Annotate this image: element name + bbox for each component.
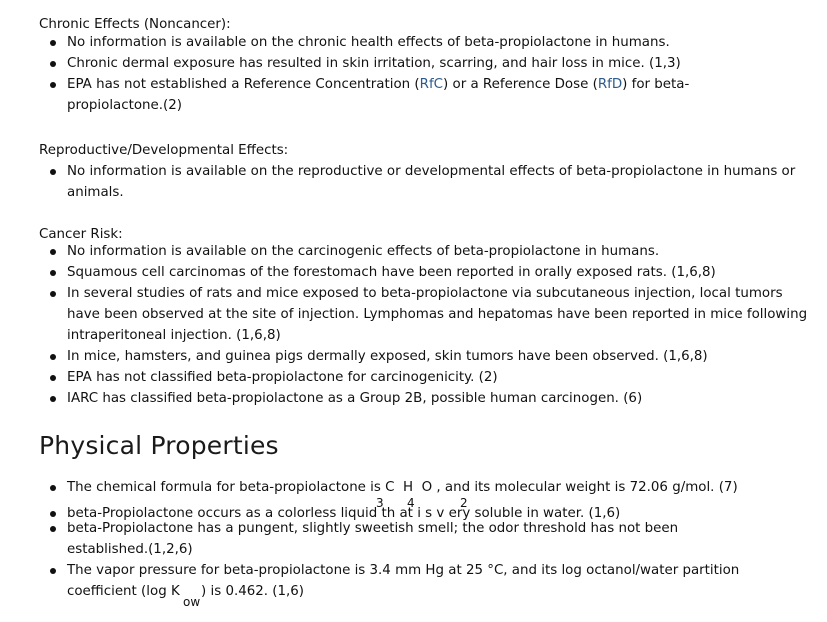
chronic-effects-list [39, 32, 809, 116]
list-item [39, 74, 727, 116]
list-item [39, 346, 809, 367]
list-item-text: beta-Propiolactone occurs as a colorless liquid th at i s v ery soluble in water. (1,6) [67, 506, 621, 521]
list-item-text: Squamous cell carcinomas of the forestomach have been reported in orally exposed rats. (1,6,8) [67, 265, 716, 280]
list-item [39, 367, 809, 388]
bullet-icon [50, 61, 56, 67]
rfd-link[interactable]: RfD [597, 77, 623, 92]
formula-text: The chemical formula for beta-propiolactone is C H O , and its molecular weight is 72.06 g/mol. (7) [67, 480, 738, 495]
physical-properties-heading: Physical Properties [39, 431, 279, 460]
bullet-icon [50, 526, 56, 532]
bullet-icon [50, 270, 56, 276]
cancer-risk-label: Cancer Risk: [39, 227, 123, 242]
list-item [39, 53, 809, 74]
list-item-text: No information is available on the chronic health effects of beta-propiolactone in humans. [67, 35, 670, 50]
epa-text-pre: EPA has not established a Reference Concentration ( [67, 77, 420, 92]
cancer-risk-list [39, 241, 809, 409]
bullet-icon [50, 568, 56, 574]
list-item-text: Chronic dermal exposure has resulted in skin irritation, scarring, and hair loss in mice. (1,3) [67, 56, 681, 71]
chronic-effects-label: Chronic Effects (Noncancer): [39, 17, 231, 32]
list-item [39, 560, 809, 602]
list-item-text: No information is available on the carcinogenic effects of beta-propiolactone in humans. [67, 244, 660, 259]
bullet-icon [50, 396, 56, 402]
reproductive-effects-label: Reproductive/Developmental Effects: [39, 143, 289, 158]
bullet-icon [50, 485, 56, 491]
list-item [39, 283, 809, 346]
bullet-icon [50, 291, 56, 297]
list-item [39, 241, 809, 262]
epa-text-mid: ) or a Reference Dose ( [443, 77, 598, 92]
formula-subscript: 3 [376, 496, 384, 510]
list-item [39, 161, 809, 203]
bullet-icon [50, 249, 56, 255]
bullet-icon [50, 511, 56, 517]
epa-text-post: ) for beta-propiolactone.(2) [67, 77, 690, 113]
bullet-icon [50, 375, 56, 381]
list-item-text: No information is available on the reproductive or developmental effects of beta-propiolactone in humans or animals. [67, 164, 796, 200]
list-item [39, 262, 809, 283]
bullet-icon [50, 354, 56, 360]
formula-subscript: 2 [460, 496, 468, 510]
bullet-icon [50, 82, 56, 88]
rfc-link[interactable]: RfC [419, 77, 444, 92]
list-item-text: In mice, hamsters, and guinea pigs dermally exposed, skin tumors have been observed. (1,6,8) [67, 349, 708, 364]
vapor-pressure-text: The vapor pressure for beta-propiolactone is 3.4 mm Hg at 25 °C, and its log octanol/water partition coefficient (log K ) is 0.462. (1,6) [67, 563, 744, 599]
bullet-icon [50, 40, 56, 46]
bullet-icon [50, 169, 56, 175]
list-item-text: In several studies of rats and mice exposed to beta-propiolactone via subcutaneous injection, local tumors have been observed at the site of injection. Lymphomas and hepatomas have been reported in mice following intraperitoneal injection. (1,6,8) [67, 286, 808, 343]
list-item [39, 477, 809, 498]
reproductive-effects-list [39, 161, 809, 203]
list-item [39, 388, 809, 409]
list-item-text: EPA has not classified beta-propiolactone for carcinogenicity. (2) [67, 370, 498, 385]
kow-subscript: ow [183, 595, 201, 609]
physical-properties-list [39, 477, 809, 498]
list-item-text: IARC has classified beta-propiolactone as a Group 2B, possible human carcinogen. (6) [67, 391, 643, 406]
formula-subscript: 4 [407, 496, 415, 510]
list-item [39, 518, 747, 560]
list-item [39, 32, 809, 53]
physical-properties-list-cont [39, 518, 809, 602]
list-item-text: beta-Propiolactone has a pungent, slightly sweetish smell; the odor threshold has not been established.(1,2,6) [67, 521, 679, 557]
